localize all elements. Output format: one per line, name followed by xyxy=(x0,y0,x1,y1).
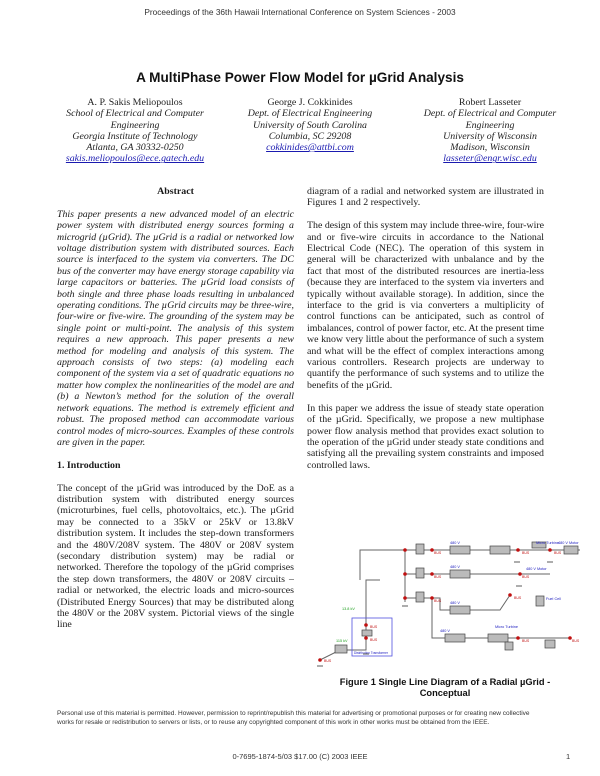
single-line-diagram-icon xyxy=(300,540,590,670)
author-affiliation: Madison, Wisconsin xyxy=(450,142,530,154)
author-affiliation: Dept. of Electrical Engineering xyxy=(247,108,373,120)
body-paragraph: The design of this system may include three-wire, four-wire and or five-wire circuits in accordance to the National Electrical Code (NEC). The operation of this system in general will be characterized with unbalance and by the fact that most of the distributed resources are inertia-less (because they are interfaced to the system via inverters and typically without available storage). In addition, since the interface to the grid is via converters a multiplicity of control functions can be anticipated, such as control of imbalances, control of power factor, etc. At the present time we know very little about the performance of such a system and what will be the effect of complex interactions among various controllers. Research projects are underway to quantify the performance of such systems and to utilize the benefits of the µGrid. xyxy=(307,220,545,391)
svg-text:480 V: 480 V xyxy=(450,601,460,605)
svg-text:BUS: BUS xyxy=(434,551,442,555)
author-email-link[interactable]: sakis.meliopoulos@ece.gatech.edu xyxy=(65,153,205,165)
copyright-notice: Personal use of this material is permitted. However, permission to reprint/republish this material for advertising or promotional purposes or for creating new collective works for resale or redistribution to servers or lists, or to reuse any copyrighted component of this work in other works must be obtained from the IEEE. xyxy=(57,710,530,726)
author-email-link[interactable]: lasseter@engr.wisc.edu xyxy=(443,153,537,165)
svg-text:Distribution Transformer: Distribution Transformer xyxy=(354,651,389,655)
paper-title: A MultiPhase Power Flow Model for µGrid Analysis xyxy=(136,70,464,85)
svg-text:480 V: 480 V xyxy=(450,541,460,545)
author-affiliation: University of South Carolina xyxy=(252,119,367,131)
figure-caption-line: Figure 1 Single Line Diagram of a Radial µGrid - xyxy=(339,677,551,687)
running-header: Proceedings of the 36th Hawaii International Conference on System Sciences - 2003 xyxy=(144,7,456,17)
author-affiliation: Columbia, SC 29208 xyxy=(268,130,352,142)
author-name: Robert Lasseter xyxy=(458,97,522,108)
svg-text:115 kV: 115 kV xyxy=(336,639,348,643)
author-affiliation: Georgia Institute of Technology xyxy=(72,130,198,142)
author-affiliation: Engineering xyxy=(465,119,515,131)
author-email-link[interactable]: cokkinides@attbi.com xyxy=(266,142,354,154)
page-number: 1 xyxy=(566,752,571,761)
svg-text:BUS: BUS xyxy=(324,659,332,663)
figure-caption xyxy=(300,677,590,699)
author-block xyxy=(30,97,590,177)
abstract-heading: Abstract xyxy=(157,186,194,197)
svg-text:BUS: BUS xyxy=(554,551,562,555)
svg-text:480 V: 480 V xyxy=(450,565,460,569)
svg-text:BUS: BUS xyxy=(514,596,522,600)
author-name: A. P. Sakis Meliopoulos xyxy=(87,97,183,108)
svg-text:BUS: BUS xyxy=(522,639,530,643)
svg-text:13.8 kV: 13.8 kV xyxy=(342,607,355,611)
svg-text:BUS: BUS xyxy=(434,599,442,603)
right-column xyxy=(307,186,544,483)
svg-text:BUS: BUS xyxy=(434,575,442,579)
svg-text:480 V Motor: 480 V Motor xyxy=(558,541,579,545)
svg-text:480 V Motor: 480 V Motor xyxy=(526,567,547,571)
svg-text:Micro Turbine: Micro Turbine xyxy=(495,625,518,629)
author-3 xyxy=(395,97,585,165)
body-paragraph: In this paper we address the issue of steady state operation of the µGrid. Specifically, we propose a new multiphase power flow analysis method that provides exact solution to the operation of the µGrid under steady state conditions and satisfying all the prevailing system constraints and imposed controlled laws. xyxy=(307,402,544,471)
author-2 xyxy=(225,97,395,153)
author-affiliation: Atlanta, GA 30332-0250 xyxy=(86,142,184,154)
body-paragraph: The concept of the µGrid was introduced by the DoE as a distribution system with distributed energy sources (microturbines, fuel cells, photovoltaics, etc.). The µGrid may be connected to a 35kV or 25kV or 13.8kV distribution system. It includes the step-down transformers and the 480V/208V system. The 480V or 208V system (secondary distribution system) may be radial or networked. Therefore the topology of the µGrid comprises the step down transformers, the 480V or 208V circuits – radial or networked, the electric loads and micro-sources (Distributed Energy Sources) that may be distributed along the 480V or the 208V system. Pictorial views of the single line xyxy=(57,482,294,631)
author-affiliation: School of Electrical and Computer xyxy=(66,108,204,120)
svg-text:BUS: BUS xyxy=(572,639,580,643)
svg-text:480 V: 480 V xyxy=(440,629,450,633)
left-column xyxy=(57,186,294,642)
svg-text:BUS: BUS xyxy=(370,638,378,642)
abstract-text: This paper presents a new advanced model of an electric power system with distributed energy sources forming a microgrid (µGrid). The µGrid is a radial or networked low voltage distribution system with distributed sources. Each source is interfaced to the system via converters. The DC bus of the converter may have energy storage capability via large capacitors or batteries. The µGrid load consists of both single and three phase loads resulting in unbalanced operating conditions. The µGrid circuits may be three-wire, four-wire or five-wire. The grounding of the system may be single point or multi-point. The analysis of this system requires a new approach. This paper presents a new method for modeling and analysis of this system. The approach consists of two steps: (a) modeling each component of the system via a set of quadratic equations no matter how complex the nonlinearities of the model are and (b) a Newton’s method for the solution of the overall network equations. The method is extremely efficient and robust. The proposed method can accommodate various control modes of micro-sources. Examples of these controls are given in the paper. xyxy=(57,208,294,448)
body-paragraph: diagram of a radial and networked system are illustrated in Figures 1 and 2 respectively. xyxy=(307,186,544,209)
footer-publication-id: 0-7695-1874-5/03 $17.00 (C) 2003 IEEE xyxy=(232,752,368,761)
author-affiliation: University of Wisconsin xyxy=(443,130,537,142)
figure-1-single-line-diagram xyxy=(300,540,590,670)
author-1 xyxy=(30,97,240,165)
section-heading: 1. Introduction xyxy=(57,459,121,471)
author-affiliation: Dept. of Electrical and Computer xyxy=(423,108,557,120)
author-name: George J. Cokkinides xyxy=(267,97,353,108)
figure-caption-line: Conceptual xyxy=(419,688,471,698)
svg-text:Micro Turbine: Micro Turbine xyxy=(536,541,559,545)
author-affiliation: Engineering xyxy=(110,119,160,131)
svg-text:Fuel Cell: Fuel Cell xyxy=(546,597,561,601)
svg-text:BUS: BUS xyxy=(522,551,530,555)
svg-text:BUS: BUS xyxy=(522,575,530,579)
svg-text:BUS: BUS xyxy=(370,625,378,629)
